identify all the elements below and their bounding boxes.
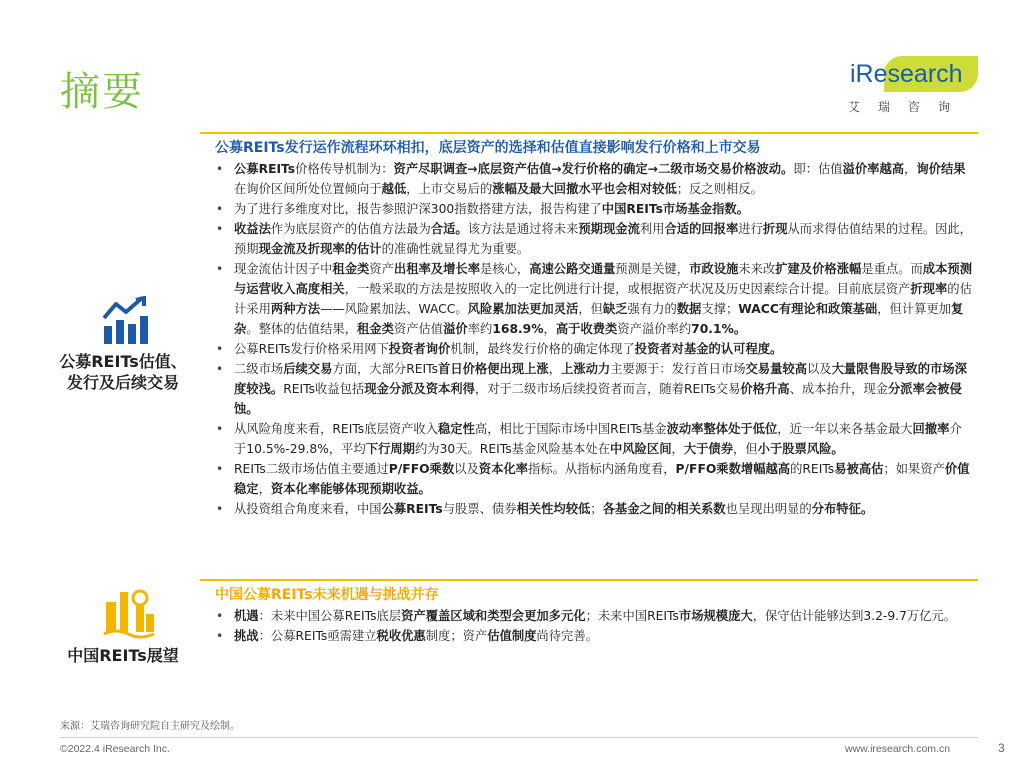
bullet-emphasis: 高于收费类: [555, 322, 618, 336]
bullet-text: 主要源于：发行首日市场: [610, 362, 746, 376]
bullet-text: 以及: [807, 362, 832, 376]
bullet-emphasis: 询价结果: [916, 162, 966, 176]
bullet-text: ，对于二级市场后续投资者而言，随着REITs交易: [474, 382, 741, 396]
bullet-text: 在询价区间所处位置倾向于: [234, 182, 382, 196]
page-number: 3: [998, 741, 1005, 755]
bullet-emphasis: 挑战: [234, 629, 259, 643]
source-note: 来源：艾瑞咨询研究院自主研究及绘制。: [60, 721, 240, 732]
bullet-text: ，上市交易后的: [406, 182, 493, 196]
bullet-text: ；反之则相反。: [676, 182, 763, 196]
bullet-text: 资产估值: [393, 322, 444, 336]
bullet-text: ，: [258, 482, 271, 496]
bullet-emphasis: 现金分派及资本利得: [364, 382, 475, 396]
bullet-emphasis: 缺乏: [602, 302, 628, 316]
bullet-item: [212, 359, 974, 419]
bullet-emphasis: 中风险区间: [610, 442, 672, 456]
footer-divider: [60, 737, 978, 738]
bullet-emphasis: 租金类: [357, 322, 394, 336]
bullet-text: ，但: [578, 302, 603, 316]
bullet-emphasis: 税收优惠: [376, 629, 426, 643]
bullet-emphasis: P/FFO乘数: [388, 462, 455, 476]
bullet-emphasis: 价格升高: [740, 382, 790, 396]
bullet-text: ：公募REITs亟需建立: [258, 629, 377, 643]
website-link[interactable]: www.iresearch.com.cn: [845, 743, 951, 755]
section2-bullet-list: [212, 606, 974, 646]
bullet-text: 与股票、债券: [442, 502, 517, 516]
bullet-text: 二级市场: [234, 362, 284, 376]
bullet-emphasis: 投资者对基金的认可程度。: [634, 342, 783, 356]
bullet-item: [212, 219, 974, 259]
bullet-text: 约为30天。REITs基金风险基本处在: [414, 442, 611, 456]
bullet-text: 从风险角度来看，REITs底层资产收入: [234, 422, 438, 436]
bullet-text: ，保守估计能够达到3.2-9.7万亿元。: [752, 609, 957, 623]
bullet-text: 高，相比于国际市场中国REITs基金: [474, 422, 667, 436]
bullet-text: ，: [671, 442, 684, 456]
bullet-text: ；: [590, 502, 603, 516]
bullet-text: 支撑；: [701, 302, 739, 316]
bullet-text: 作为底层资产的估值方法最为: [270, 222, 431, 236]
bullet-emphasis: 分布特征。: [811, 502, 874, 516]
bullet-text: 资产溢价率约: [617, 322, 692, 336]
side-label-line: 中国REITs展望: [67, 646, 179, 665]
bullet-text: 该方法是通过将未来: [467, 222, 579, 236]
bullet-text: ，但: [733, 442, 758, 456]
bullet-emphasis: 折现率: [910, 282, 948, 296]
bullet-item: [212, 339, 974, 359]
bullet-text: 价格传导机制为：: [295, 162, 394, 176]
bullet-emphasis: 收益法: [234, 222, 271, 236]
bullet-text: 尚待完善。: [536, 629, 598, 643]
bullet-emphasis: 交易量较高: [745, 362, 807, 376]
iresearch-logo: [848, 52, 978, 112]
logo-brand: iResearch: [850, 60, 963, 88]
bullet-text: ，但计算更加: [877, 302, 952, 316]
bullet-emphasis: 溢价: [443, 322, 468, 336]
bullet-text: 也呈现出明显的: [725, 502, 812, 516]
bullet-item: [212, 606, 974, 626]
bullet-emphasis: 扩建及价格涨幅: [775, 262, 862, 276]
section1-divider: [200, 132, 978, 134]
bullet-emphasis: 资本化率: [478, 462, 528, 476]
bullet-item: [212, 626, 974, 646]
logo-subtitle: 艾瑞咨询: [848, 100, 969, 114]
bullet-text: 是重点。而: [861, 262, 923, 276]
bullet-text: 即：估值: [793, 162, 843, 176]
bullet-emphasis: 估值制度: [487, 629, 537, 643]
bullet-text: 的估计采用: [234, 282, 972, 316]
bullet-text: ；未来中国REITs: [585, 609, 679, 623]
bullet-text: ：未来中国公募REITs底层: [258, 609, 402, 623]
bullet-text: REITs收益包括: [283, 382, 365, 396]
bullet-emphasis: WACC有理论和政策基础: [738, 302, 878, 316]
buildings-icon: [102, 588, 156, 644]
bullet-emphasis: 合适。: [430, 222, 468, 236]
bullet-emphasis: 波动率整体处于低位: [666, 422, 778, 436]
chart-trend-icon: [102, 296, 156, 350]
section1-side-label: [58, 351, 188, 393]
bullet-emphasis: 易被高估: [834, 462, 884, 476]
bullet-item: [212, 499, 974, 519]
bullet-emphasis: 价值稳定: [234, 462, 970, 496]
bullet-emphasis: 上涨动力: [561, 362, 611, 376]
bullet-text: 。整体的估值结果，: [246, 322, 357, 336]
bullet-item: [212, 159, 974, 199]
bullet-emphasis: 投资者询价: [388, 342, 451, 356]
bullet-text: 制度；资产: [425, 629, 488, 643]
copyright-text: ©2022.4 iResearch Inc.: [60, 743, 170, 755]
bullet-text: 从而求得估值结果的过程。因此，预期: [234, 222, 972, 256]
bullet-text: 预测是关键，: [615, 262, 690, 276]
bullet-emphasis: 资产覆盖区域和类型会更加多元化: [401, 609, 586, 623]
bullet-emphasis: 公募REITs: [234, 162, 296, 176]
bullet-emphasis: 成本预测与运营收入高度相关: [234, 262, 972, 296]
bullet-emphasis: P/FFO乘数增幅越高: [675, 462, 791, 476]
bullet-item: [212, 419, 974, 459]
bullet-text: 机制，最终发行价格的确定体现了: [450, 342, 635, 356]
bullet-emphasis: 70.1%。: [691, 322, 747, 336]
bullet-emphasis: 中国REITs市场基金指数。: [601, 202, 749, 216]
section2-side-label: [58, 645, 188, 666]
bullet-emphasis: 高速公路交通量: [529, 262, 616, 276]
side-label-line: 发行及后续交易: [66, 373, 179, 392]
bullet-emphasis: 公募REITs: [381, 502, 443, 516]
bullet-text: ；如果资产: [883, 462, 945, 476]
bullet-item: [212, 259, 974, 339]
bullet-text: 强有力的: [627, 302, 677, 316]
section1-bullet-list: [212, 159, 974, 519]
bullet-text: 指标。从指标内涵角度看，: [527, 462, 676, 476]
bullet-emphasis: 资产尽职调查→底层资产估值→发行价格的确定→二级市场交易价格波动。: [393, 162, 794, 176]
bullet-emphasis: 预期现金流: [578, 222, 640, 236]
bullet-emphasis: 相关性均较低: [516, 502, 591, 516]
bullet-emphasis: 下行周期: [365, 442, 415, 456]
bullet-text: 率约: [467, 322, 493, 336]
bullet-emphasis: 合适的回报率: [664, 222, 739, 236]
bullet-emphasis: 大于债券: [683, 442, 734, 456]
bullet-text: ，一般采取的方法是按照收入的一定比例进行计提，或根据资产状况及历史因素综合计提。目前底层资产: [344, 282, 911, 296]
bullet-emphasis: 市政设施: [689, 262, 739, 276]
bullet-text: REITs二级市场估值主要通过: [234, 462, 389, 476]
bullet-emphasis: 折现: [762, 222, 788, 236]
bullet-text: 进行: [738, 222, 763, 236]
bullet-emphasis: 机遇: [234, 609, 259, 623]
bullet-text: 为了进行多维度对比，报告参照沪深300指数搭建方法，报告构建了: [234, 202, 602, 216]
bullet-emphasis: 租金类: [332, 262, 370, 276]
bullet-emphasis: 市场规模庞大: [678, 609, 753, 623]
bullet-emphasis: 出租率及增长率: [393, 262, 480, 276]
bullet-text: 利用: [639, 222, 665, 236]
bullet-item: [212, 199, 974, 219]
bullet-text: 未来改: [738, 262, 776, 276]
bullet-text: 介于10.5%-29.8%，平均: [234, 422, 962, 456]
section2-divider: [200, 579, 978, 581]
bullet-text: 以及: [454, 462, 479, 476]
bullet-text: 、成本抬升，现金: [789, 382, 888, 396]
bullet-emphasis: 各基金之间的相关系数: [602, 502, 726, 516]
bullet-text: ，: [543, 322, 556, 336]
section2-heading: 中国公募REITs未来机遇与挑战并存: [215, 587, 439, 603]
bullet-emphasis: 首日价格便出现上涨: [438, 362, 549, 376]
bullet-emphasis: 稳定性: [437, 422, 475, 436]
bullet-emphasis: 数据: [676, 302, 702, 316]
bullet-text: ，近一年以来各基金最大: [777, 422, 913, 436]
bullet-text: 现金流估计因子中: [234, 262, 333, 276]
bullet-emphasis: 回撤率: [912, 422, 950, 436]
section1-heading: 公募REITs发行运作流程环环相扣，底层资产的选择和估值直接影响发行价格和上市交易: [215, 140, 761, 156]
bullet-text: 资产: [369, 262, 394, 276]
bullet-emphasis: 溢价率越高: [842, 162, 905, 176]
bullet-text: 方面，大部分REITs: [332, 362, 439, 376]
bullet-text: ——风险累加法、WACC。: [320, 302, 468, 316]
side-label-line: 公募REITs估值、: [59, 352, 187, 371]
bullet-text: 的REITs: [790, 462, 835, 476]
bullet-emphasis: 分派率会被侵蚀。: [234, 382, 962, 416]
bullet-text: 公募REITs发行价格采用网下: [234, 342, 389, 356]
bullet-emphasis: 现金流及折现率的估计: [258, 242, 382, 256]
bullet-emphasis: 后续交易: [283, 362, 333, 376]
bullet-emphasis: 大量限售股导致的市场深度较浅。: [234, 362, 967, 396]
bullet-emphasis: 两种方法: [270, 302, 321, 316]
bullet-emphasis: 涨幅及最大回撤水平也会相对较低: [492, 182, 677, 196]
bullet-emphasis: 复杂: [234, 302, 964, 336]
bullet-text: 的准确性就显得尤为重要。: [381, 242, 530, 256]
bullet-emphasis: 小于股票风险。: [757, 442, 844, 456]
bullet-emphasis: 168.9%: [492, 322, 544, 336]
page-title: 摘要: [60, 69, 144, 115]
bullet-emphasis: 风险累加法更加灵活: [467, 302, 579, 316]
bullet-emphasis: 资本化率能够体现预期收益。: [270, 482, 431, 496]
bullet-emphasis: 越低: [381, 182, 407, 196]
bullet-text: 是核心，: [480, 262, 530, 276]
bullet-text: ，: [904, 162, 917, 176]
bullet-text: 从投资组合角度来看，中国: [234, 502, 382, 516]
bullet-item: [212, 459, 974, 499]
bullet-text: ，: [548, 362, 562, 376]
